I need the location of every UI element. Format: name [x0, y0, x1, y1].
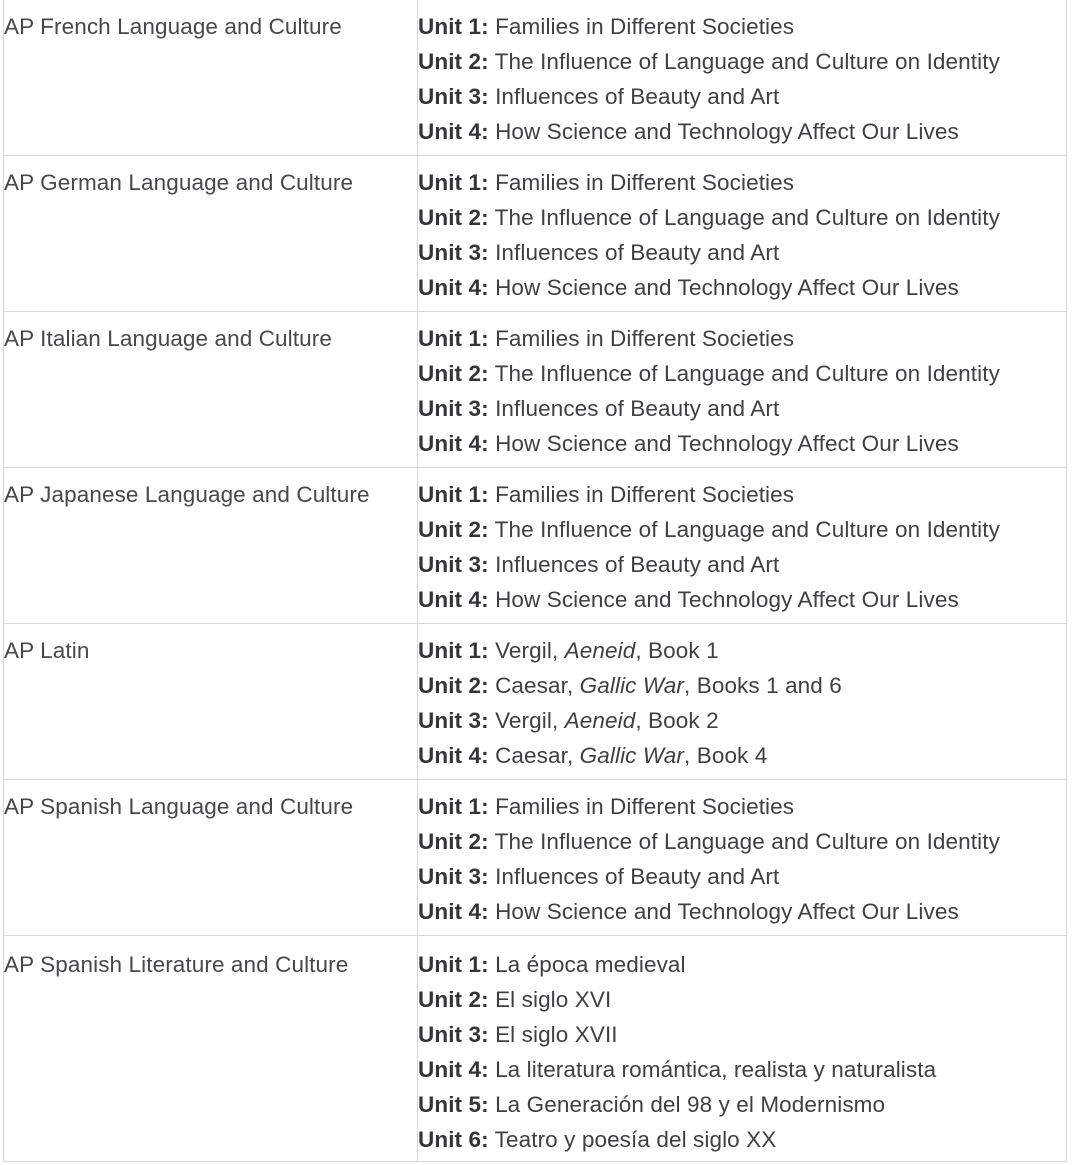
unit-item [418, 270, 1066, 305]
course-name: AP Latin [4, 624, 418, 780]
table-row [4, 312, 1067, 468]
unit-label: Unit 1: [418, 482, 489, 507]
unit-item [418, 947, 1066, 982]
unit-label: Unit 4: [418, 1057, 489, 1082]
unit-title: Teatro y poesía del siglo XX [494, 1127, 777, 1152]
course-name: AP Italian Language and Culture [4, 312, 418, 468]
course-units-table [3, 0, 1067, 1162]
unit-item [418, 894, 1066, 929]
unit-label: Unit 1: [418, 952, 489, 977]
unit-item [418, 114, 1066, 149]
unit-title: La literatura romántica, realista y naturalista [495, 1057, 937, 1082]
unit-title: Influences of Beauty and Art [495, 864, 780, 889]
unit-title: Families in Different Societies [495, 170, 795, 195]
unit-title: The Influence of Language and Culture on Identity [494, 205, 1000, 230]
unit-title: Families in Different Societies [495, 14, 795, 39]
unit-label: Unit 4: [418, 743, 489, 768]
unit-title: The Influence of Language and Culture on Identity [494, 49, 1000, 74]
unit-book: , Book 2 [635, 708, 719, 733]
unit-book: , Book 1 [635, 638, 719, 663]
unit-title: The Influence of Language and Culture on Identity [494, 361, 1000, 386]
unit-item [418, 477, 1066, 512]
unit-item [418, 859, 1066, 894]
unit-title: Families in Different Societies [495, 326, 795, 351]
unit-list [418, 156, 1067, 312]
unit-item [418, 391, 1066, 426]
unit-item [418, 1052, 1066, 1087]
unit-item [418, 512, 1066, 547]
table-row [4, 0, 1067, 156]
unit-title: El siglo XVI [495, 987, 612, 1012]
unit-label: Unit 4: [418, 431, 489, 456]
unit-label: Unit 2: [418, 987, 489, 1012]
course-name: AP Japanese Language and Culture [4, 468, 418, 624]
unit-label: Unit 2: [418, 517, 489, 542]
unit-author: Vergil, [495, 708, 565, 733]
unit-label: Unit 4: [418, 899, 489, 924]
unit-label: Unit 3: [418, 864, 489, 889]
unit-title: Families in Different Societies [495, 482, 795, 507]
unit-item [418, 165, 1066, 200]
unit-title: Influences of Beauty and Art [495, 240, 780, 265]
table-row [4, 156, 1067, 312]
table-row [4, 936, 1067, 1162]
unit-item [418, 426, 1066, 461]
unit-author: Vergil, [495, 638, 565, 663]
unit-list [418, 468, 1067, 624]
unit-title: Influences of Beauty and Art [495, 552, 780, 577]
unit-label: Unit 2: [418, 205, 489, 230]
unit-label: Unit 4: [418, 587, 489, 612]
unit-title: How Science and Technology Affect Our Lives [495, 275, 959, 300]
unit-item [418, 79, 1066, 114]
unit-label: Unit 1: [418, 794, 489, 819]
unit-item [418, 982, 1066, 1017]
course-name: AP French Language and Culture [4, 0, 418, 156]
unit-item [418, 633, 1066, 668]
unit-work-title: Gallic War [579, 743, 685, 768]
unit-title: How Science and Technology Affect Our Lives [495, 119, 959, 144]
unit-list [418, 0, 1067, 156]
unit-list [418, 624, 1067, 780]
unit-item [418, 1087, 1066, 1122]
unit-label: Unit 1: [418, 14, 489, 39]
unit-item [418, 44, 1066, 79]
unit-title: How Science and Technology Affect Our Lives [495, 899, 959, 924]
course-name: AP German Language and Culture [4, 156, 418, 312]
unit-item [418, 668, 1066, 703]
unit-label: Unit 2: [418, 829, 489, 854]
unit-work-title: Gallic War [579, 673, 685, 698]
unit-item [418, 789, 1066, 824]
unit-label: Unit 1: [418, 638, 489, 663]
unit-title: La Generación del 98 y el Modernismo [495, 1092, 886, 1117]
unit-label: Unit 3: [418, 552, 489, 577]
unit-label: Unit 3: [418, 708, 489, 733]
unit-title: The Influence of Language and Culture on Identity [494, 517, 1000, 542]
unit-label: Unit 5: [418, 1092, 489, 1117]
unit-author: Caesar, [495, 673, 580, 698]
unit-label: Unit 4: [418, 119, 489, 144]
unit-item [418, 738, 1066, 773]
course-name: AP Spanish Language and Culture [4, 780, 418, 936]
unit-item [418, 1017, 1066, 1052]
unit-title: La época medieval [495, 952, 686, 977]
unit-title: How Science and Technology Affect Our Lives [495, 587, 959, 612]
unit-book: , Book 4 [684, 743, 768, 768]
table-row [4, 468, 1067, 624]
unit-label: Unit 1: [418, 326, 489, 351]
unit-label: Unit 3: [418, 84, 489, 109]
unit-label: Unit 3: [418, 240, 489, 265]
unit-item [418, 9, 1066, 44]
unit-list [418, 312, 1067, 468]
unit-list [418, 780, 1067, 936]
unit-list [418, 936, 1067, 1162]
unit-label: Unit 3: [418, 396, 489, 421]
unit-title: Influences of Beauty and Art [495, 396, 780, 421]
unit-title: El siglo XVII [495, 1022, 618, 1047]
unit-item [418, 582, 1066, 617]
unit-label: Unit 2: [418, 673, 489, 698]
unit-book: , Books 1 and 6 [684, 673, 842, 698]
unit-item [418, 824, 1066, 859]
course-name: AP Spanish Literature and Culture [4, 936, 418, 1162]
unit-title: The Influence of Language and Culture on Identity [494, 829, 1000, 854]
unit-label: Unit 6: [418, 1127, 489, 1152]
unit-author: Caesar, [495, 743, 580, 768]
unit-label: Unit 4: [418, 275, 489, 300]
unit-item [418, 356, 1066, 391]
unit-item [418, 1122, 1066, 1157]
unit-title: Families in Different Societies [495, 794, 795, 819]
table-row [4, 780, 1067, 936]
unit-title: How Science and Technology Affect Our Lives [495, 431, 959, 456]
unit-item [418, 235, 1066, 270]
unit-label: Unit 1: [418, 170, 489, 195]
unit-item [418, 321, 1066, 356]
unit-item [418, 703, 1066, 738]
unit-work-title: Aeneid [564, 708, 636, 733]
unit-item [418, 200, 1066, 235]
unit-label: Unit 2: [418, 49, 489, 74]
unit-label: Unit 2: [418, 361, 489, 386]
unit-work-title: Aeneid [564, 638, 636, 663]
unit-item [418, 547, 1066, 582]
unit-title: Influences of Beauty and Art [495, 84, 780, 109]
unit-label: Unit 3: [418, 1022, 489, 1047]
table-row [4, 624, 1067, 780]
